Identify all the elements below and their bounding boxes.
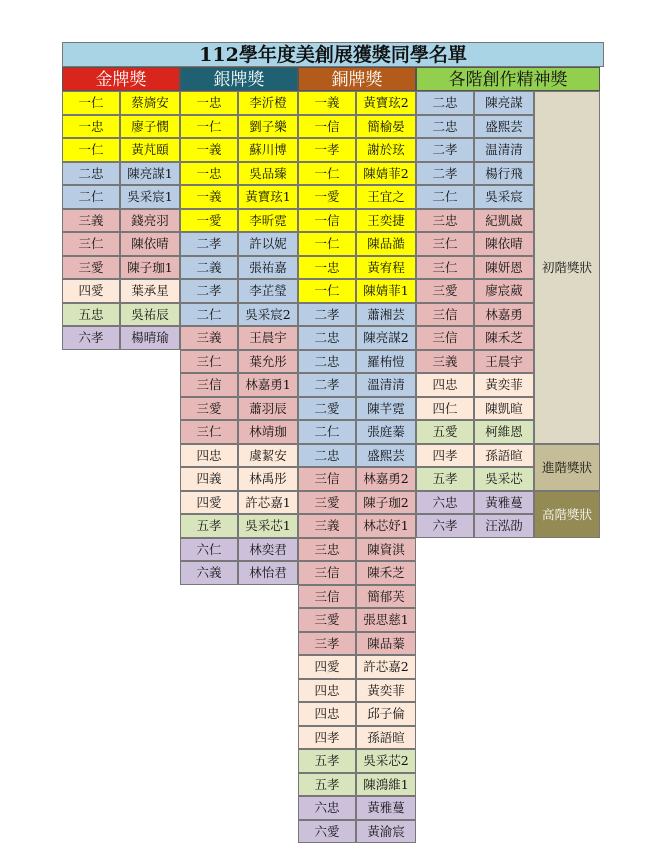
student-name-cell: 楊晴瑜 [120,326,180,350]
class-cell: 二仁 [62,185,120,209]
class-cell: 三仁 [180,350,238,374]
student-name-cell: 簡榆晏 [356,115,416,139]
column-header-3: 各階創作精神獎 [416,67,600,91]
class-cell: 一仁 [62,91,120,115]
column-header-2: 銅牌獎 [298,67,416,91]
student-name-cell: 紀凱崴 [474,209,534,233]
student-name-cell: 孫語暄 [356,726,416,750]
class-cell: 一忠 [180,91,238,115]
student-name-cell: 黃宥程 [356,256,416,280]
student-name-cell: 吳祐辰 [120,303,180,327]
student-name-cell: 許芯嘉2 [356,655,416,679]
class-cell: 四仁 [416,397,474,421]
student-name-cell: 黃奕菲 [356,679,416,703]
class-cell: 一信 [298,115,356,139]
class-cell: 一愛 [180,209,238,233]
student-name-cell: 柯維恩 [474,420,534,444]
class-cell: 四義 [180,467,238,491]
student-name-cell: 陳依晴 [474,232,534,256]
class-cell: 三仁 [416,232,474,256]
class-cell: 三義 [416,350,474,374]
class-cell: 二孝 [416,162,474,186]
class-cell: 一仁 [298,279,356,303]
class-cell: 一仁 [180,115,238,139]
student-name-cell: 陳亮謀1 [120,162,180,186]
student-name-cell: 黃芃頤 [120,138,180,162]
student-name-cell: 温清清 [474,138,534,162]
class-cell: 二孝 [416,138,474,162]
student-name-cell: 陳凱暄 [474,397,534,421]
class-cell: 六忠 [416,491,474,515]
class-cell: 一仁 [298,232,356,256]
class-cell: 三忠 [416,209,474,233]
class-cell: 六忠 [298,796,356,820]
class-cell: 四愛 [62,279,120,303]
student-name-cell: 羅栯愷 [356,350,416,374]
class-cell: 四忠 [298,702,356,726]
student-name-cell: 黃寶玹1 [238,185,298,209]
class-cell: 一忠 [180,162,238,186]
class-cell: 二忠 [62,162,120,186]
class-cell: 一義 [180,185,238,209]
class-cell: 二仁 [298,420,356,444]
class-cell: 二忠 [298,326,356,350]
student-name-cell: 蘇川博 [238,138,298,162]
class-cell: 三信 [298,561,356,585]
class-cell: 六義 [180,561,238,585]
student-name-cell: 張庭蓁 [356,420,416,444]
class-cell: 三愛 [416,279,474,303]
class-cell: 五忠 [62,303,120,327]
class-cell: 三仁 [416,256,474,280]
student-name-cell: 吳采宸2 [238,303,298,327]
student-name-cell: 李昕霓 [238,209,298,233]
sheet-title: 112學年度美創展獲獎同學名單 [62,42,604,67]
student-name-cell: 陳亮謀 [474,91,534,115]
class-cell: 二仁 [416,185,474,209]
student-name-cell: 王奕捷 [356,209,416,233]
student-name-cell: 陳亮謀2 [356,326,416,350]
class-cell: 二忠 [416,115,474,139]
student-name-cell: 陳品澔 [356,232,416,256]
class-cell: 四孝 [416,444,474,468]
student-name-cell: 錢亮羽 [120,209,180,233]
student-name-cell: 吳采宸1 [120,185,180,209]
student-name-cell: 蕭羽辰 [238,397,298,421]
class-cell: 二仁 [180,303,238,327]
class-cell: 六孝 [416,514,474,538]
student-name-cell: 黃雅蔓 [356,796,416,820]
class-cell: 四忠 [298,679,356,703]
student-name-cell: 林嘉勇2 [356,467,416,491]
student-name-cell: 陳禾芝 [474,326,534,350]
student-name-cell: 李沂橙 [238,91,298,115]
class-cell: 一忠 [298,256,356,280]
class-cell: 四愛 [180,491,238,515]
class-cell: 三孝 [298,632,356,656]
class-cell: 一孝 [298,138,356,162]
class-cell: 三義 [298,514,356,538]
student-name-cell: 蕭湘芸 [356,303,416,327]
student-name-cell: 許芯嘉1 [238,491,298,515]
student-name-cell: 邱子倫 [356,702,416,726]
student-name-cell: 林怡君 [238,561,298,585]
class-cell: 六孝 [62,326,120,350]
class-cell: 二孝 [298,373,356,397]
student-name-cell: 廖宸葳 [474,279,534,303]
class-cell: 三信 [416,303,474,327]
student-name-cell: 陳資淇 [356,538,416,562]
class-cell: 一義 [180,138,238,162]
student-name-cell: 陳子珈2 [356,491,416,515]
student-name-cell: 吳采芯2 [356,749,416,773]
student-name-cell: 葉允彤 [238,350,298,374]
student-name-cell: 張思慈1 [356,608,416,632]
class-cell: 二忠 [298,350,356,374]
class-cell: 二忠 [298,444,356,468]
class-cell: 三義 [62,209,120,233]
class-cell: 二孝 [180,279,238,303]
student-name-cell: 陳品蓁 [356,632,416,656]
student-name-cell: 黃奕菲 [474,373,534,397]
student-name-cell: 林嘉勇1 [238,373,298,397]
student-name-cell: 楊行飛 [474,162,534,186]
class-cell: 五孝 [416,467,474,491]
student-name-cell: 吳采芯 [474,467,534,491]
student-name-cell: 陳禾芝 [356,561,416,585]
student-name-cell: 虞絜安 [238,444,298,468]
class-cell: 一義 [298,91,356,115]
student-name-cell: 陳婧菲1 [356,279,416,303]
class-cell: 五愛 [416,420,474,444]
student-name-cell: 陳芊霓 [356,397,416,421]
class-cell: 四愛 [298,655,356,679]
class-cell: 三忠 [298,538,356,562]
class-cell: 三信 [298,585,356,609]
student-name-cell: 林奕君 [238,538,298,562]
class-cell: 五孝 [298,749,356,773]
class-cell: 五孝 [180,514,238,538]
student-name-cell: 陳婧菲2 [356,162,416,186]
class-cell: 一信 [298,209,356,233]
class-cell: 二孝 [180,232,238,256]
student-name-cell: 吳采芯1 [238,514,298,538]
student-name-cell: 張祐嘉 [238,256,298,280]
class-cell: 二義 [180,256,238,280]
class-cell: 三愛 [298,608,356,632]
student-name-cell: 盛熙芸 [474,115,534,139]
class-cell: 三信 [416,326,474,350]
student-name-cell: 黃渝宸 [356,820,416,844]
class-cell: 二孝 [298,303,356,327]
student-name-cell: 林芯妤1 [356,514,416,538]
student-name-cell: 廖子憫 [120,115,180,139]
student-name-cell: 王晨宇 [474,350,534,374]
class-cell: 三愛 [62,256,120,280]
student-name-cell: 蔡旖安 [120,91,180,115]
class-cell: 二忠 [416,91,474,115]
class-cell: 四忠 [180,444,238,468]
student-name-cell: 黃雅蔓 [474,491,534,515]
class-cell: 四孝 [298,726,356,750]
class-cell: 三仁 [62,232,120,256]
student-name-cell: 陳子珈1 [120,256,180,280]
student-name-cell: 李芷瑩 [238,279,298,303]
student-name-cell: 陳鴻維1 [356,773,416,797]
class-cell: 一仁 [298,162,356,186]
column-header-1: 銀牌獎 [180,67,298,91]
student-name-cell: 汪泓劭 [474,514,534,538]
student-name-cell: 溫清清 [356,373,416,397]
class-cell: 五孝 [298,773,356,797]
student-name-cell: 盛熙芸 [356,444,416,468]
class-cell: 六仁 [180,538,238,562]
class-cell: 一愛 [298,185,356,209]
class-cell: 三信 [180,373,238,397]
student-name-cell: 簡郁芙 [356,585,416,609]
student-name-cell: 王宜之 [356,185,416,209]
student-name-cell: 林靖珈 [238,420,298,444]
student-name-cell: 吳品臻 [238,162,298,186]
class-cell: 三信 [298,467,356,491]
class-cell: 三愛 [298,491,356,515]
column-header-0: 金牌獎 [62,67,180,91]
student-name-cell: 林嘉勇 [474,303,534,327]
class-cell: 一仁 [62,138,120,162]
class-cell: 四忠 [416,373,474,397]
student-name-cell: 陳妍恩 [474,256,534,280]
class-cell: 三義 [180,326,238,350]
student-name-cell: 許以妮 [238,232,298,256]
student-name-cell: 吳采宸 [474,185,534,209]
class-cell: 三愛 [180,397,238,421]
student-name-cell: 林禹彤 [238,467,298,491]
class-cell: 二愛 [298,397,356,421]
student-name-cell: 孫語暄 [474,444,534,468]
student-name-cell: 葉承星 [120,279,180,303]
student-name-cell: 劉子樂 [238,115,298,139]
level-label-2: 高階獎狀 [534,491,600,538]
class-cell: 一忠 [62,115,120,139]
class-cell: 三仁 [180,420,238,444]
student-name-cell: 王晨宇 [238,326,298,350]
class-cell: 六愛 [298,820,356,844]
student-name-cell: 黃寶玹2 [356,91,416,115]
student-name-cell: 謝於玹 [356,138,416,162]
level-label-0: 初階獎狀 [534,91,600,444]
level-label-1: 進階獎狀 [534,444,600,491]
student-name-cell: 陳依晴 [120,232,180,256]
